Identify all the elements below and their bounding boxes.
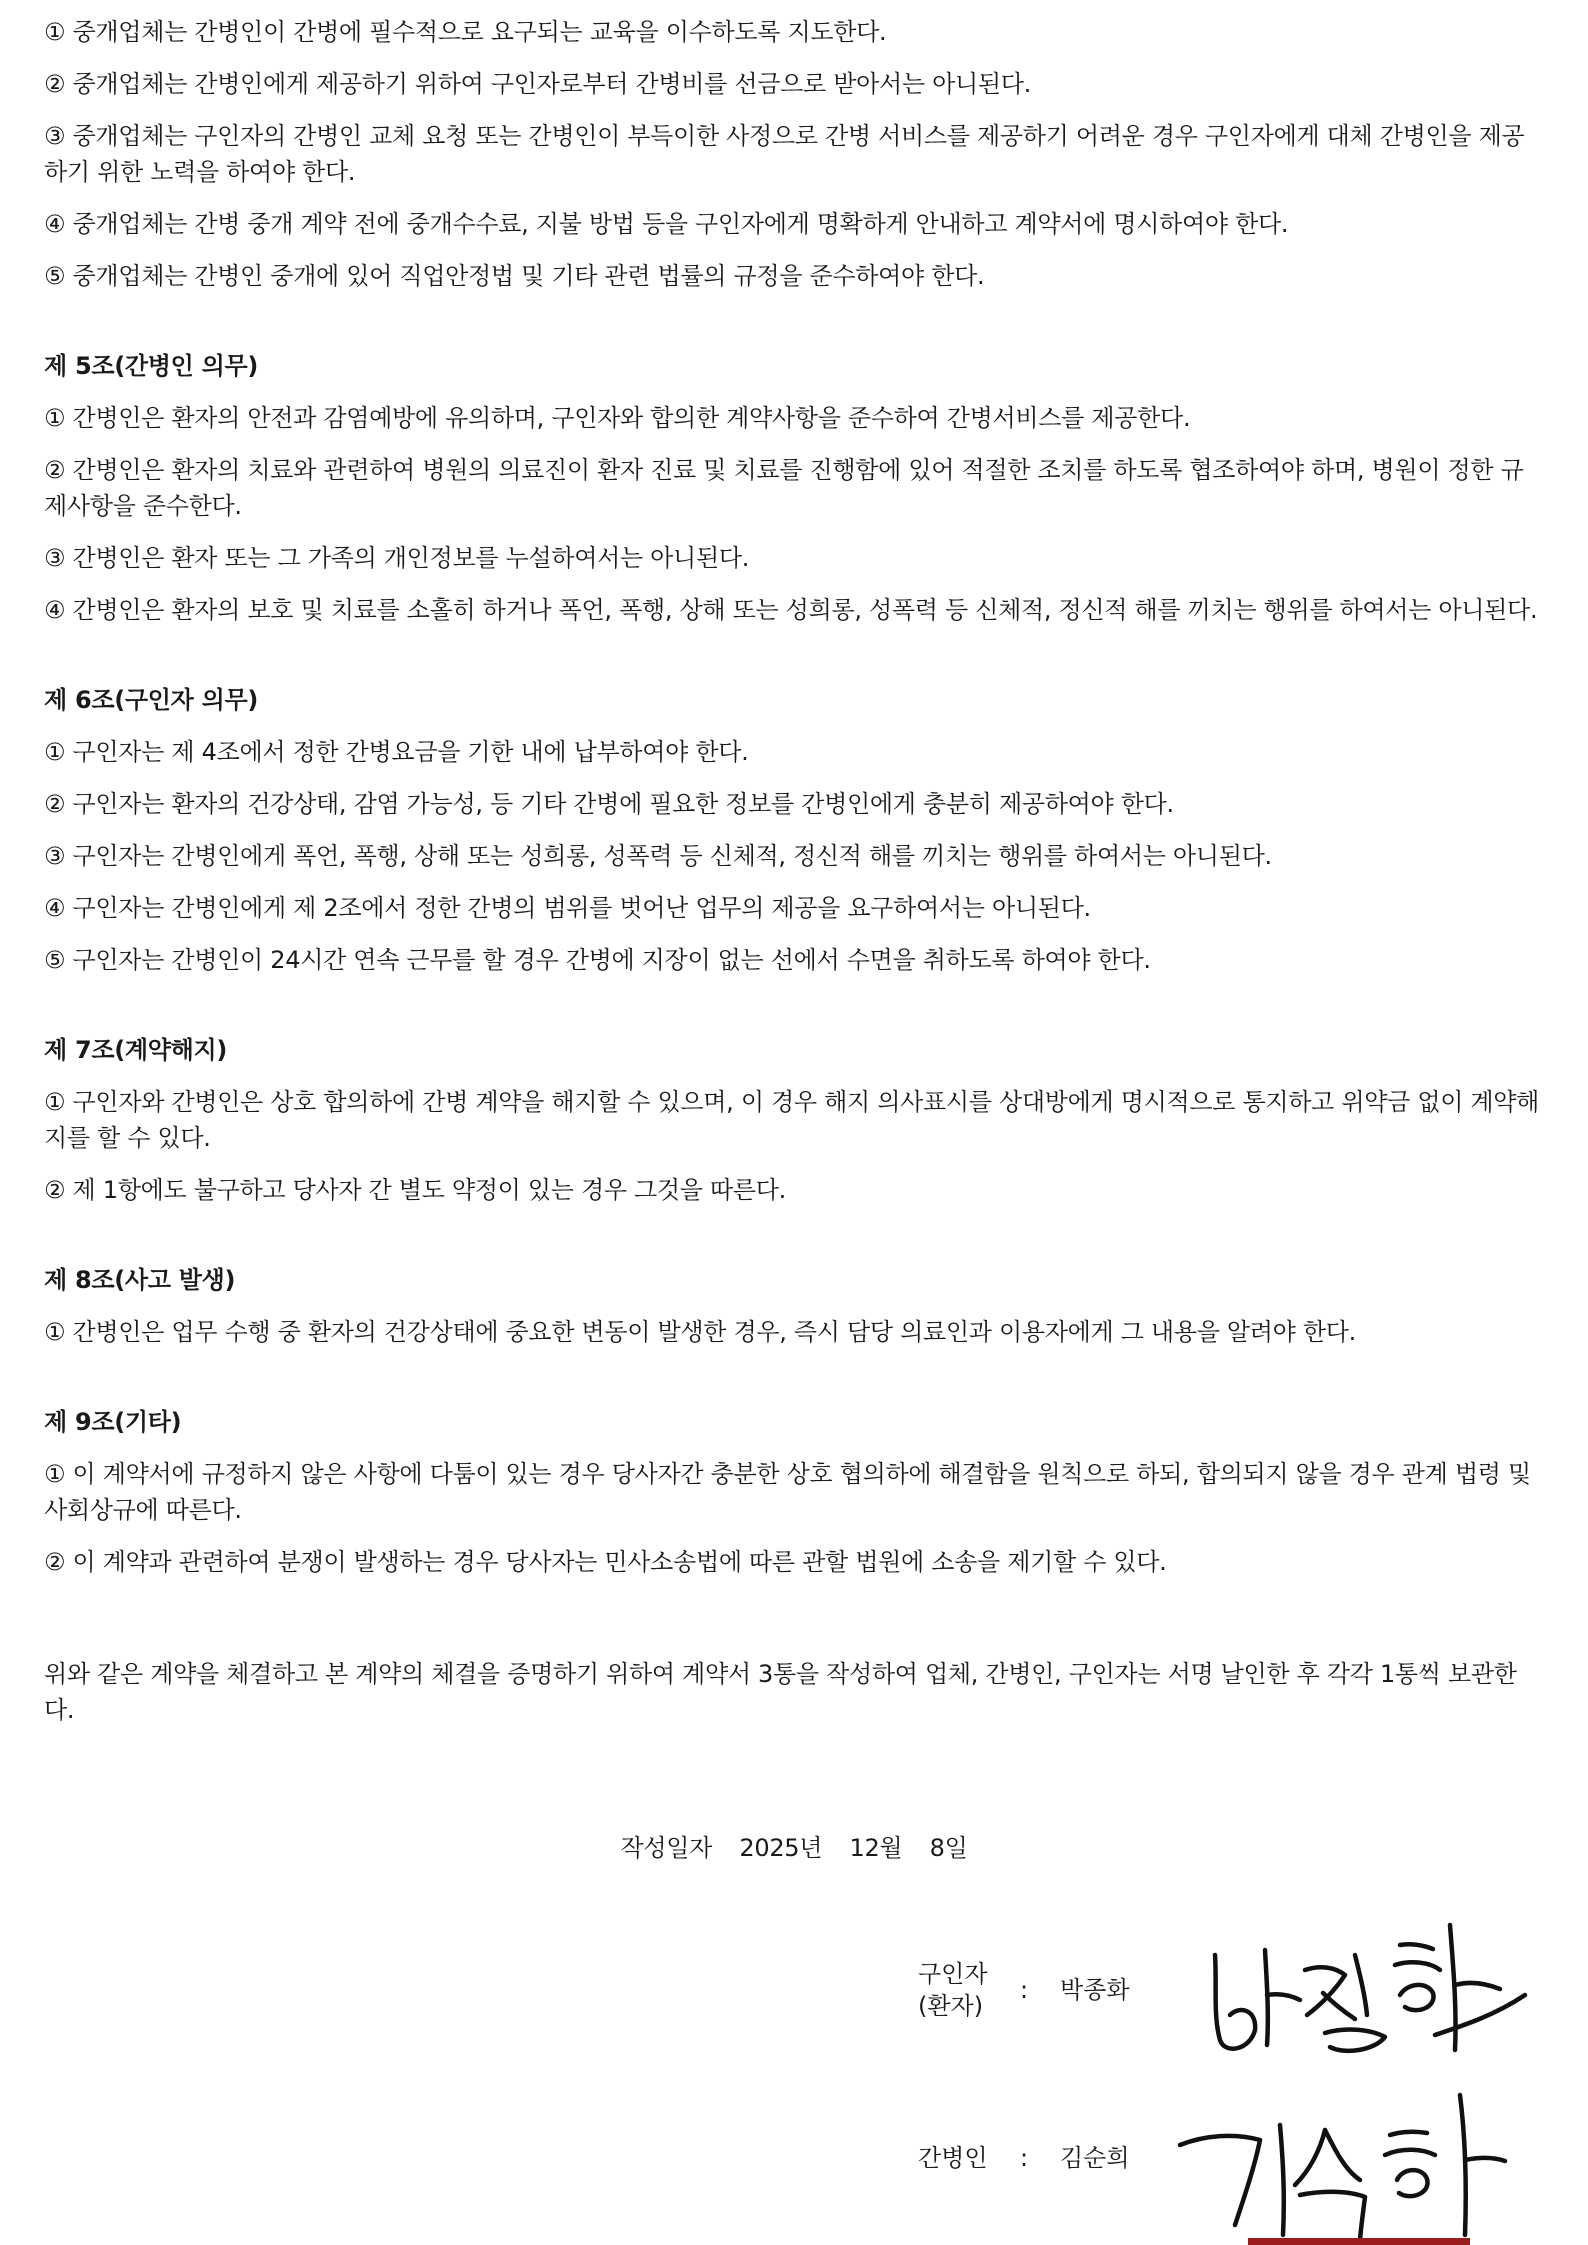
section-heading: 제 6조(구인자 의무) <box>44 686 259 714</box>
clause-item: ⑤ 중개업체는 간병인 중개에 있어 직업안정법 및 기타 관련 법률의 규정을 준수하여야 한다. <box>44 262 985 290</box>
employer-name: 박종화 <box>1060 1976 1130 2004</box>
clause-8-incident <box>44 1262 1544 1350</box>
caregiver-colon: : <box>1020 2144 1029 2172</box>
clause-item: ③ 구인자는 간병인에게 폭언, 폭행, 상해 또는 성희롱, 성폭력 등 신체적, 정신적 해를 끼치는 행위를 하여서는 아니된다. <box>44 842 1272 870</box>
clause-item: ④ 간병인은 환자의 보호 및 치료를 소홀히 하거나 폭언, 폭행, 상해 또는 성희롱, 성폭력 등 신체적, 정신적 해를 끼치는 행위를 하여서는 아니된다. <box>44 596 1538 624</box>
section-heading: 제 8조(사고 발생) <box>44 1266 236 1294</box>
caregiver-name: 김순희 <box>1060 2144 1130 2172</box>
clause-item: ① 구인자는 제 4조에서 정한 간병요금을 기한 내에 납부하여야 한다. <box>44 738 749 766</box>
clause-item: ② 제 1항에도 불구하고 당사자 간 별도 약정이 있는 경우 그것을 따른다. <box>44 1176 786 1204</box>
employer-label: 구인자 (환자) <box>918 1960 988 2020</box>
date-day: 8일 <box>929 1834 968 1862</box>
section-heading: 제 7조(계약해지) <box>44 1036 228 1064</box>
clause-item: ① 간병인은 환자의 안전과 감염예방에 유의하며, 구인자와 합의한 계약사항을 준수하여 간병서비스를 제공한다. <box>44 404 1191 432</box>
closing-statement: 위와 같은 계약을 체결하고 본 계약의 체결을 증명하기 위하여 계약서 3통을 작성하여 업체, 간병인, 구인자는 서명 날인한 후 각각 1통씩 보관한다. <box>44 1660 1517 1724</box>
caregiver-label: 간병인 <box>918 2144 988 2172</box>
clause-5-caregiver-duties <box>44 348 1544 628</box>
clause-item: ② 구인자는 환자의 건강상태, 감염 가능성, 등 기타 간병에 필요한 정보를 간병인에게 충분히 제공하여야 한다. <box>44 790 1174 818</box>
clause-item: ② 이 계약과 관련하여 분쟁이 발생하는 경우 당사자는 민사소송법에 따른 관할 법원에 소송을 제기할 수 있다. <box>44 1548 1167 1576</box>
caregiver-handwritten-signature <box>1175 2085 1555 2245</box>
employer-handwritten-signature <box>1195 1915 1535 2065</box>
clause-item: ⑤ 구인자는 간병인이 24시간 연속 근무를 할 경우 간병에 지장이 없는 선에서 수면을 취하도록 하여야 한다. <box>44 946 1151 974</box>
date-month: 12월 <box>849 1834 903 1862</box>
employer-signature-row <box>918 1958 1218 2028</box>
clause-item: ② 간병인은 환자의 치료와 관련하여 병원의 의료진이 환자 진료 및 치료를 진행함에 있어 적절한 조치를 하도록 협조하여야 하며, 병원이 정한 규제사항을 준수한다. <box>44 456 1524 520</box>
clause-item: ③ 간병인은 환자 또는 그 가족의 개인정보를 누설하여서는 아니된다. <box>44 544 750 572</box>
caregiver-signature-row <box>918 2142 1218 2182</box>
clause-item: ③ 중개업체는 구인자의 간병인 교체 요청 또는 간병인이 부득이한 사정으로 간병 서비스를 제공하기 어려운 경우 구인자에게 대체 간병인을 제공하기 위한 노력을 하여야 한다. <box>44 122 1525 186</box>
section-heading: 제 5조(간병인 의무) <box>44 352 259 380</box>
clause-item: ② 중개업체는 간병인에게 제공하기 위하여 구인자로부터 간병비를 선금으로 받아서는 아니된다. <box>44 70 1031 98</box>
clause-7-termination <box>44 1032 1544 1208</box>
clause-item: ① 이 계약서에 규정하지 않은 사항에 다툼이 있는 경우 당사자간 충분한 상호 협의하에 해결함을 원칙으로 하되, 합의되지 않을 경우 관계 법령 및 사회상규에 따른다. <box>44 1460 1531 1524</box>
date-year: 2025년 <box>739 1834 823 1862</box>
clause-item: ① 간병인은 업무 수행 중 환자의 건강상태에 중요한 변동이 발생한 경우, 즉시 담당 의료인과 이용자에게 그 내용을 알려야 한다. <box>44 1318 1356 1346</box>
written-date <box>0 1830 1588 1866</box>
section-heading: 제 9조(기타) <box>44 1408 182 1436</box>
clause-item: ④ 구인자는 간병인에게 제 2조에서 정한 간병의 범위를 벗어난 업무의 제공을 요구하여서는 아니된다. <box>44 894 1091 922</box>
contract-document <box>44 14 1544 1752</box>
seal-stamp-edge <box>1248 2238 1470 2245</box>
date-label: 작성일자 <box>620 1834 713 1862</box>
clause-item: ① 중개업체는 간병인이 간병에 필수적으로 요구되는 교육을 이수하도록 지도한다. <box>44 18 887 46</box>
clause-4-continued <box>44 14 1544 294</box>
employer-colon: : <box>1020 1976 1029 2004</box>
clause-item: ④ 중개업체는 간병 중개 계약 전에 중개수수료, 지불 방법 등을 구인자에게 명확하게 안내하고 계약서에 명시하여야 한다. <box>44 210 1289 238</box>
clause-item: ① 구인자와 간병인은 상호 합의하에 간병 계약을 해지할 수 있으며, 이 경우 해지 의사표시를 상대방에게 명시적으로 통지하고 위약금 없이 계약해지를 할 수 있다. <box>44 1088 1540 1152</box>
clause-9-miscellaneous <box>44 1404 1544 1580</box>
clause-6-employer-duties <box>44 682 1544 978</box>
